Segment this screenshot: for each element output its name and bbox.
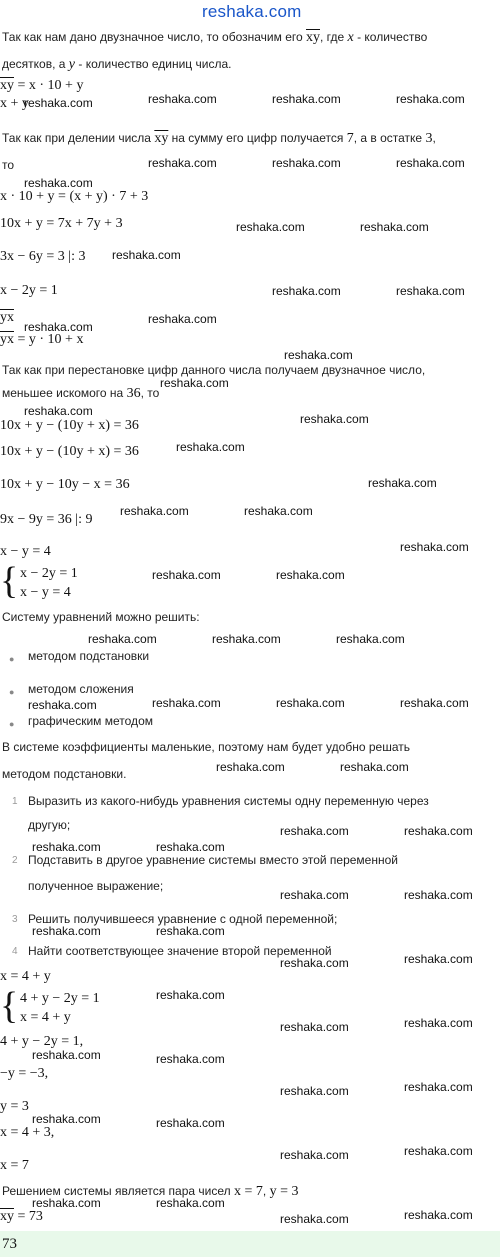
equation: x = 4 + 3, <box>0 1125 55 1140</box>
system-equation: x − y = 4 <box>20 585 71 600</box>
equation-body: = 73 <box>17 1209 43 1224</box>
step-text: полученное выражение; <box>28 879 164 893</box>
watermark: reshaka.com <box>32 1112 101 1126</box>
watermark: reshaka.com <box>112 248 181 262</box>
watermark: reshaka.com <box>88 632 157 646</box>
site-brand[interactable]: reshaka.com <box>202 2 302 21</box>
watermark: reshaka.com <box>280 1084 349 1098</box>
method-item: методом подстановки <box>28 649 150 663</box>
watermark: reshaka.com <box>368 476 437 490</box>
text-fragment: - количество единиц числа. <box>78 57 232 71</box>
watermark: reshaka.com <box>404 1208 473 1222</box>
watermark: reshaka.com <box>360 220 429 234</box>
watermark: reshaka.com <box>396 156 465 170</box>
watermark: reshaka.com <box>396 284 465 298</box>
math-number: 7 <box>346 131 354 146</box>
bullet-icon: ● <box>9 719 15 729</box>
system-brace: { <box>0 985 19 1027</box>
watermark: reshaka.com <box>120 504 189 518</box>
step-text: Решить получившееся уравнение с одной переменной; <box>28 912 338 926</box>
watermark: reshaka.com <box>280 824 349 838</box>
equation: x = 4 + y <box>0 969 51 984</box>
watermark: reshaka.com <box>244 504 313 518</box>
watermark: reshaka.com <box>216 760 285 774</box>
equation: 10x + y = 7x + 7y + 3 <box>0 216 123 231</box>
watermark: reshaka.com <box>32 924 101 938</box>
method-item: методом сложения <box>28 682 134 696</box>
watermark: reshaka.com <box>280 956 349 970</box>
math-xy: $\overline{xy}$ <box>306 30 320 45</box>
equation: x − y = 4 <box>0 544 51 559</box>
answer-value: 73 <box>2 1236 17 1252</box>
system-equation: x = 4 + y <box>20 1010 71 1025</box>
equation: 3x − 6y = 3 |: 3 <box>0 249 86 264</box>
watermark: reshaka.com <box>176 440 245 454</box>
step-text: Подставить в другое уравнение системы вместо этой переменной <box>28 853 398 867</box>
watermark: reshaka.com <box>156 1052 225 1066</box>
watermark: reshaka.com <box>156 1196 225 1210</box>
watermark: reshaka.com <box>32 1196 101 1210</box>
watermark: reshaka.com <box>280 1212 349 1226</box>
watermark: reshaka.com <box>24 96 93 110</box>
text-fragment: , а в остатке <box>353 131 423 145</box>
watermark: reshaka.com <box>272 284 341 298</box>
watermark: reshaka.com <box>404 824 473 838</box>
text-fragment: меньшее искомого на <box>2 386 124 400</box>
equation: x + y <box>0 96 29 111</box>
text-line <box>2 30 427 46</box>
step-number: 3 <box>12 914 18 925</box>
step-number: 4 <box>12 946 18 957</box>
watermark: reshaka.com <box>156 840 225 854</box>
math-yx: $\overline{yx}$ <box>0 310 14 325</box>
equation: x · 10 + y = (x + y) · 7 + 3 <box>0 189 149 204</box>
text-line: В системе коэффициенты маленькие, поэтому нам будет удобно решать <box>2 740 410 754</box>
watermark: reshaka.com <box>152 696 221 710</box>
watermark: reshaka.com <box>284 348 353 362</box>
equation: x − 2y = 1 <box>0 283 58 298</box>
text-fragment: Решением системы является пара чисел <box>2 1184 231 1198</box>
watermark: reshaka.com <box>404 1144 473 1158</box>
watermark: reshaka.com <box>336 632 405 646</box>
math-inline: y = 3 <box>269 1184 299 1199</box>
watermark: reshaka.com <box>404 888 473 902</box>
text-line <box>2 57 231 73</box>
text-fragment: десятков, а <box>2 57 66 71</box>
equation <box>0 1209 43 1225</box>
math-inline: x = 7 <box>233 1184 263 1199</box>
watermark: reshaka.com <box>396 92 465 106</box>
watermark: reshaka.com <box>152 568 221 582</box>
watermark: reshaka.com <box>148 92 217 106</box>
text-line: Систему уравнений можно решить: <box>2 610 200 624</box>
equation <box>0 78 83 94</box>
math-yx: $\overline{yx}$ <box>0 332 14 347</box>
method-item: графическим методом <box>28 714 153 728</box>
answer-bar <box>0 1231 500 1257</box>
watermark: reshaka.com <box>160 376 229 390</box>
watermark: reshaka.com <box>280 1148 349 1162</box>
step-text: Выразить из какого-нибудь уравнения системы одну переменную через <box>28 794 429 808</box>
watermark: reshaka.com <box>280 888 349 902</box>
watermark: reshaka.com <box>400 540 469 554</box>
step-text: другую; <box>28 818 71 832</box>
watermark: reshaka.com <box>272 156 341 170</box>
system-equation: x − 2y = 1 <box>20 566 78 581</box>
math-number: 36 <box>126 386 141 401</box>
system-equation: 4 + y − 2y = 1 <box>20 991 100 1006</box>
equation: 10x + y − (10y + x) = 36 <box>0 444 139 459</box>
watermark: reshaka.com <box>32 1048 101 1062</box>
text-line: то <box>2 158 15 172</box>
step-number: 2 <box>12 855 18 866</box>
math-var: y <box>68 57 76 72</box>
watermark: reshaka.com <box>400 696 469 710</box>
text-line <box>2 386 159 402</box>
equation: 10x + y − 10y − x = 36 <box>0 477 130 492</box>
math-xy: $\overline{xy}$ <box>0 1209 14 1224</box>
math-var: x <box>347 30 354 45</box>
watermark: reshaka.com <box>236 220 305 234</box>
watermark: reshaka.com <box>24 320 93 334</box>
bullet-icon: ● <box>9 687 15 697</box>
equation: y = 3 <box>0 1099 29 1114</box>
equation-body: = y · 10 + x <box>17 332 84 347</box>
text-fragment: Так как нам дано двузначное число, то обозначим его <box>2 30 303 44</box>
text-fragment: , <box>432 131 436 145</box>
equation: 10x + y − (10y + x) = 36 <box>0 418 139 433</box>
text-fragment: Так как при делении числа <box>2 131 151 145</box>
text-fragment: на сумму его цифр получается <box>171 131 344 145</box>
text-line: Так как при перестановке цифр данного числа получаем двузначное число, <box>2 363 426 377</box>
watermark: reshaka.com <box>404 1080 473 1094</box>
math-number: 3 <box>425 131 433 146</box>
watermark: reshaka.com <box>276 696 345 710</box>
watermark: reshaka.com <box>340 760 409 774</box>
equation: −y = −3, <box>0 1066 49 1081</box>
text-fragment: , то <box>140 386 160 400</box>
system-brace: { <box>0 560 19 602</box>
text-line <box>2 131 436 147</box>
watermark: reshaka.com <box>156 988 225 1002</box>
equation: 9x − 9y = 36 |: 9 <box>0 512 93 527</box>
watermark: reshaka.com <box>280 1020 349 1034</box>
bullet-icon: ● <box>9 654 15 664</box>
math-xy: $\overline{xy}$ <box>0 78 14 93</box>
watermark: reshaka.com <box>156 1116 225 1130</box>
text-fragment: , <box>262 1184 267 1198</box>
watermark: reshaka.com <box>24 404 93 418</box>
step-number: 1 <box>12 796 18 807</box>
watermark: reshaka.com <box>404 952 473 966</box>
equation: 4 + y − 2y = 1, <box>0 1034 84 1049</box>
watermark: reshaka.com <box>156 924 225 938</box>
watermark: reshaka.com <box>276 568 345 582</box>
watermark: reshaka.com <box>148 312 217 326</box>
text-line: методом подстановки. <box>2 767 127 781</box>
watermark: reshaka.com <box>272 92 341 106</box>
watermark: reshaka.com <box>28 698 97 712</box>
watermark: reshaka.com <box>24 176 93 190</box>
watermark: reshaka.com <box>404 1016 473 1030</box>
watermark: reshaka.com <box>32 840 101 854</box>
step-text: Найти соответствующее значение второй переменной <box>28 944 332 958</box>
text-fragment: , где <box>320 30 345 44</box>
equation-body: = x · 10 + y <box>17 78 84 93</box>
equation <box>0 332 83 348</box>
watermark: reshaka.com <box>148 156 217 170</box>
equation: x = 7 <box>0 1158 29 1173</box>
text-fragment: - количество <box>357 30 428 44</box>
watermark: reshaka.com <box>300 412 369 426</box>
watermark: reshaka.com <box>212 632 281 646</box>
math-xy: $\overline{xy}$ <box>154 131 169 146</box>
